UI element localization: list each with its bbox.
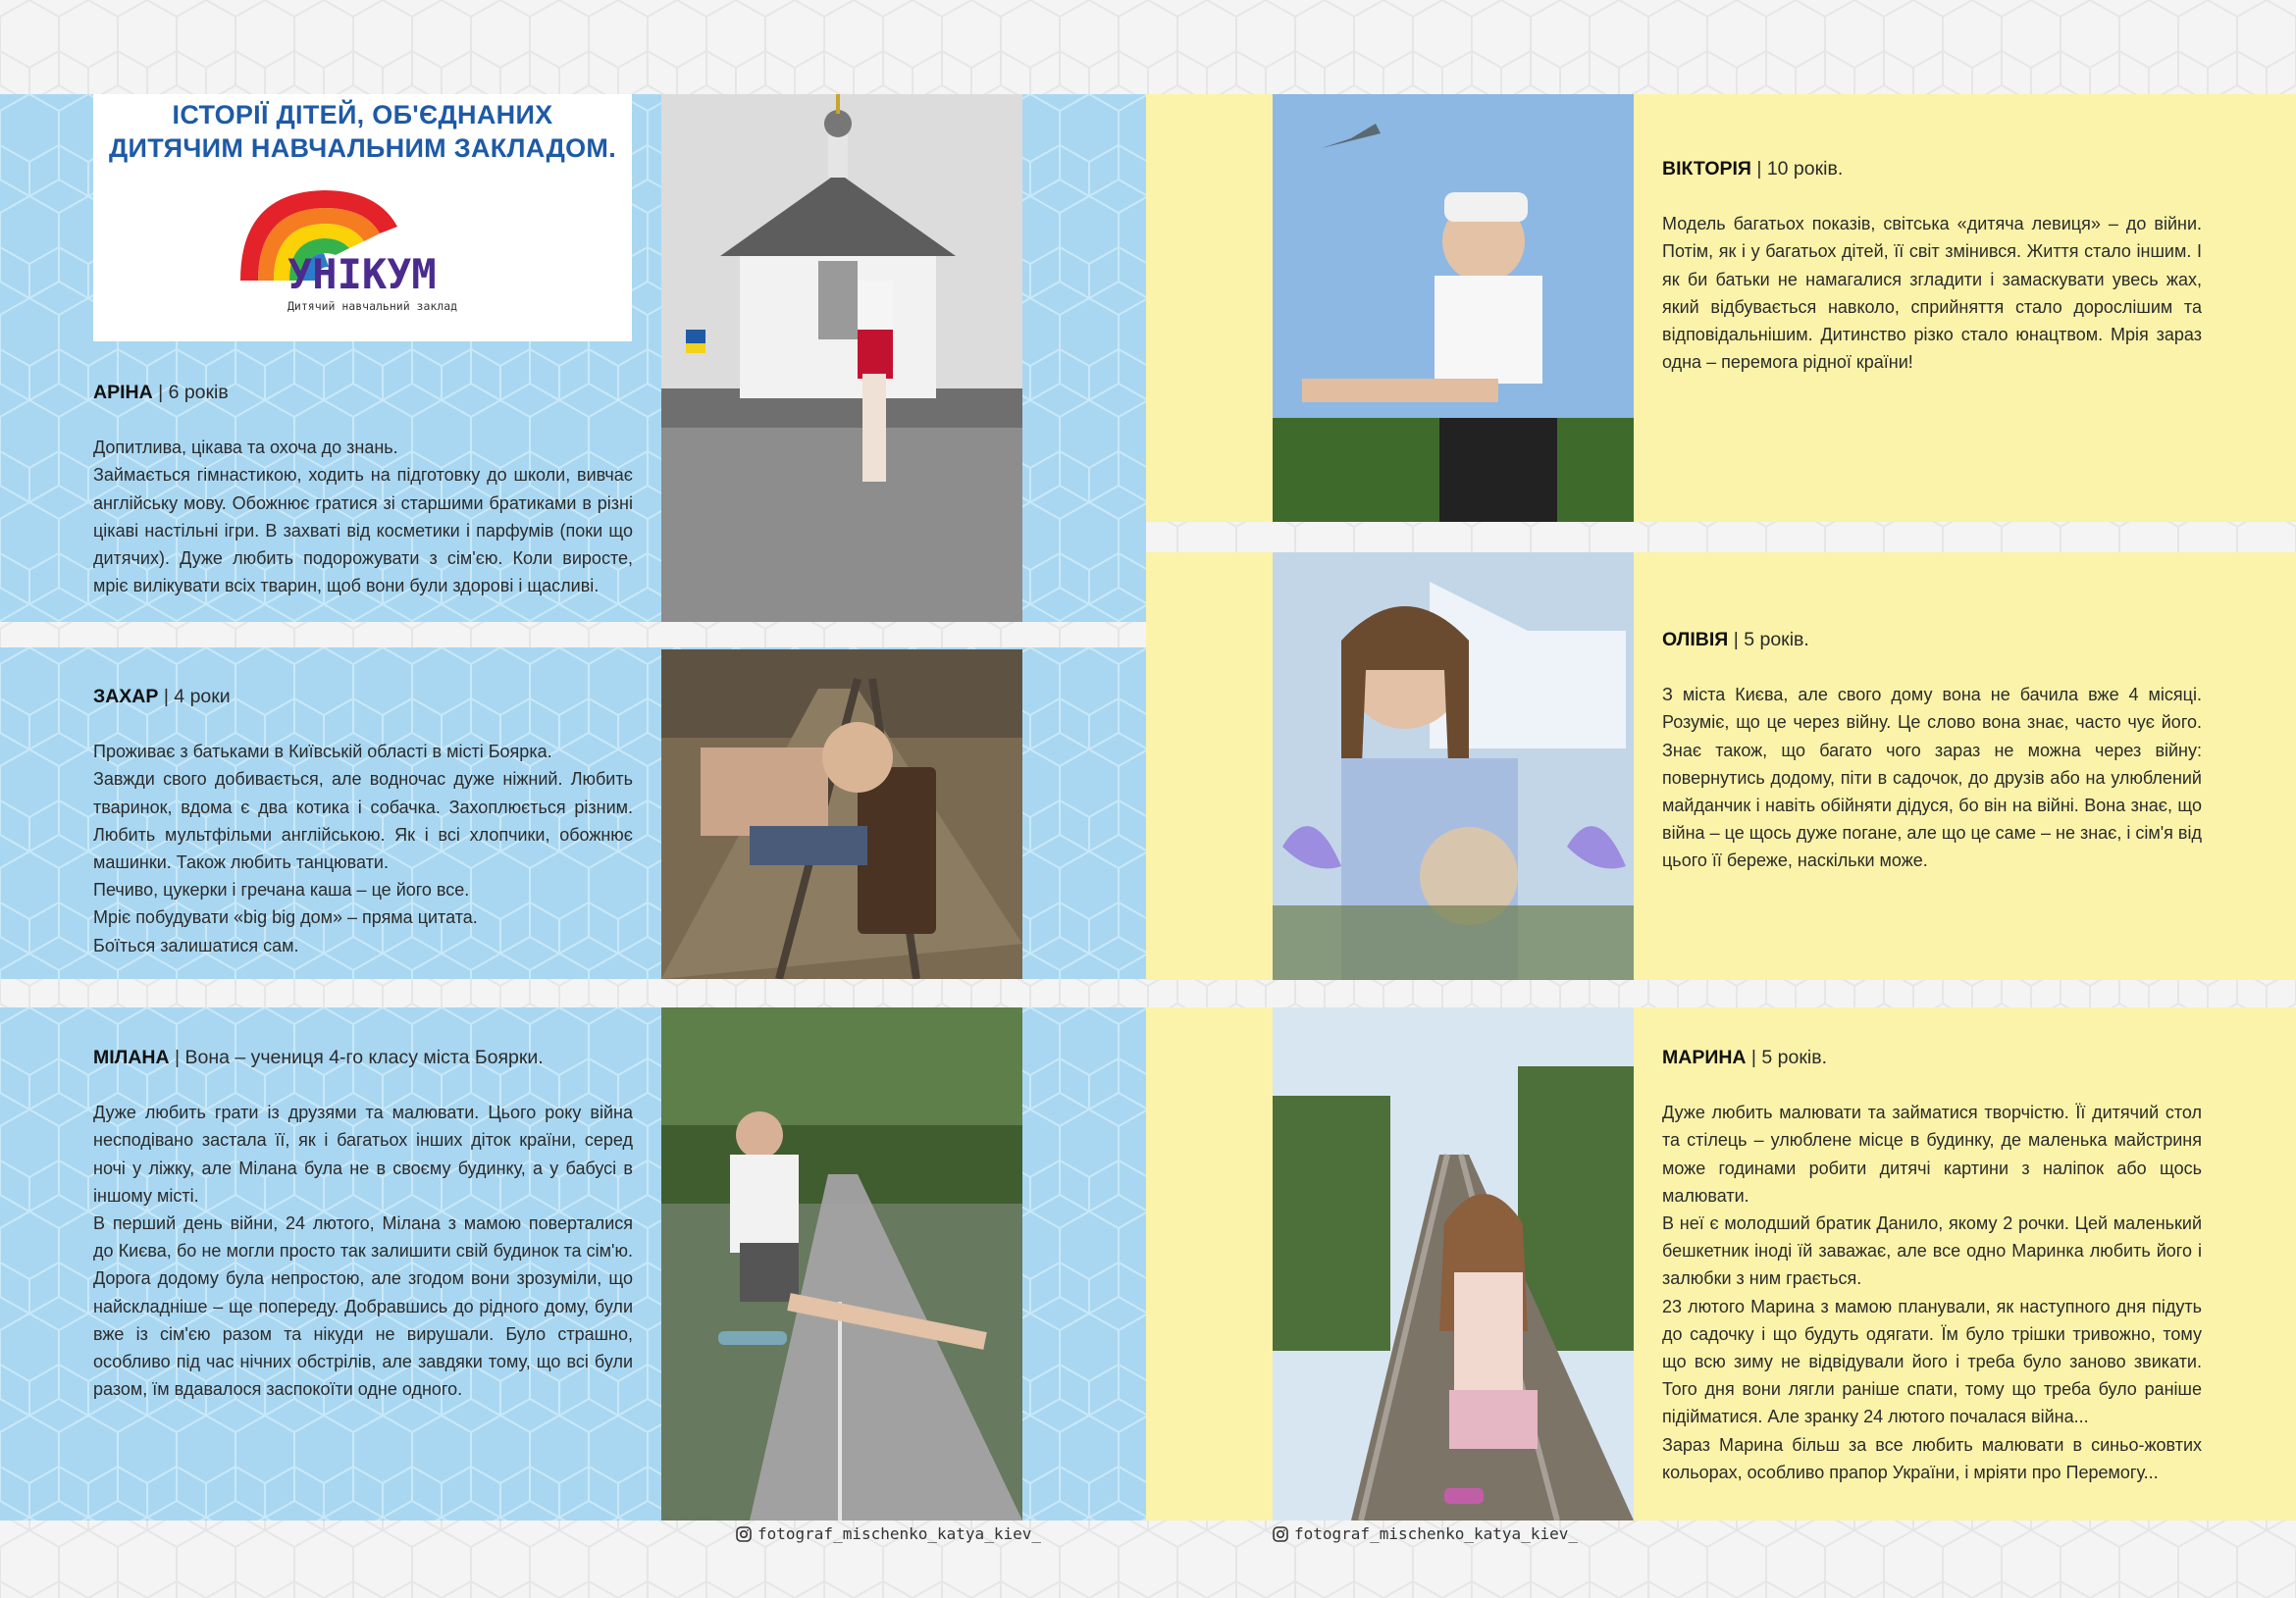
child-age: | 5 років.	[1728, 629, 1809, 650]
story-paragraph: Боїться залишатися сам.	[93, 935, 299, 955]
child-name: ОЛІВІЯ	[1662, 629, 1729, 650]
title-box	[93, 94, 632, 341]
photo-viktoria	[1273, 94, 1634, 522]
photo-zakhar	[661, 649, 1022, 979]
photo-credit-left	[736, 1524, 1041, 1543]
story-heading	[93, 1044, 633, 1071]
story-heading	[93, 379, 633, 406]
story-paragraph: 23 лютого Марина з мамою планували, як наступного дня підуть до садочку і що будуть одягати. Їм було трішки тривожно, тому що всю зиму не відвідували його і треба було заново звикати. Того дня вони лягли раніше спати, тому що треба було раніше підійматися. Але зранку 24 лютого почалася війна...	[1662, 1296, 2202, 1427]
story-zakhar	[93, 683, 633, 959]
story-paragraph: Допитлива, цікава та охоча до знань.	[93, 438, 398, 458]
story-paragraph: Проживає з батьками в Київській області в місті Боярка.	[93, 742, 552, 762]
story-paragraph: Модель багатьох показів, світська «дитяча левиця» – до війни. Потім, як і у багатьох дітей, її світ змінився. Життя стало іншим. І як би батьки не намагалися згладити і замаскувати увесь жах, який відбувається навколо, сприйняття стало дорослішим та відповідальнішим. Дитинство різко стало юнацтвом. Мрія зараз одна – перемога рідної країни!	[1662, 214, 2202, 373]
child-name: МАРИНА	[1662, 1047, 1747, 1068]
photo-olivia	[1273, 552, 1634, 980]
story-milana	[93, 1044, 633, 1403]
photo-arina	[661, 94, 1022, 622]
story-paragraph: В неї є молодший братик Данило, якому 2 рочки. Цей маленький бешкетник іноді їй заважає, але все одно Маринка любить його і залюбки з ним грається.	[1662, 1213, 2202, 1289]
story-paragraph: В перший день війни, 24 лютого, Мілана з мамою поверталися до Києва, бо не могли просто так залишити свій будинок та сім'ю. Дорога додому була непростою, але згодом вони зрозуміли, що найскладніше – ще попереду. Добравшись до рідного дому, були вже із сім'єю разом та нікуди не вирушали. Було страшно, особливо під час нічних обстрілів, але завдяки тому, що всі були разом, їм вдавалося заспокоїти одне одного.	[93, 1213, 633, 1400]
photo-credit-right	[1273, 1524, 1578, 1543]
instagram-icon	[1273, 1526, 1288, 1542]
child-age: | 6 років	[152, 382, 229, 403]
logo-subtitle: Дитячий навчальний заклад	[287, 299, 458, 313]
child-age: | Вона – учениця 4-го класу міста Боярки.	[169, 1047, 544, 1068]
instagram-icon	[736, 1526, 752, 1542]
story-heading	[1662, 626, 2202, 653]
child-age: | 5 років.	[1746, 1047, 1828, 1068]
story-heading	[1662, 155, 2202, 182]
child-name: ЗАХАР	[93, 686, 159, 707]
title-line-2: ДИТЯЧИМ НАВЧАЛЬНИМ ЗАКЛАДОМ.	[108, 133, 617, 163]
story-heading	[93, 683, 633, 710]
story-paragraph: Зараз Марина більш за все любить малювати в синьо-жовтих кольорах, особливо прапор України, і мріяти про Перемогу...	[1662, 1434, 2202, 1482]
title-line-1: ІСТОРІЇ ДІТЕЙ, ОБ'ЄДНАНИХ	[172, 100, 553, 129]
story-paragraph: Мріє побудувати «big big дом» – пряма цитата.	[93, 907, 478, 928]
story-paragraph: Займається гімнастикою, ходить на підготовку до школи, вивчає англійську мову. Обожнює гратися зі старшими братиками в різні цікаві настільні ігри. В захваті від косметики і парфумів (поки що дитячих). Дуже любить подорожувати з сім'єю. Коли виросте, мріє вилікувати всіх тварин, щоб вони були здорові і щасливі.	[93, 465, 633, 596]
child-age: | 4 роки	[158, 686, 231, 707]
child-name: МІЛАНА	[93, 1047, 170, 1068]
credit-text: fotograf_mischenko_katya_kiev_	[1294, 1524, 1578, 1543]
story-heading	[1662, 1044, 2202, 1071]
credit-text: fotograf_mischenko_katya_kiev_	[757, 1524, 1041, 1543]
photo-marina	[1273, 1007, 1634, 1521]
story-paragraph: З міста Києва, але свого дому вона не бачила вже 4 місяці. Розуміє, що це через війну. Це слово вона знає, часто чує його. Знає також, що багато чого зараз не можна через війну: повернутись додому, піти в садочок, до друзів або на улюблений майданчик і навіть обійняти дідуся, бо він на війні. Вона знає, що війна – це щось дуже погане, але що це саме – не знає, і сім'я від цього її береже, наскільки може.	[1662, 685, 2202, 871]
child-name: АРІНА	[93, 382, 153, 403]
logo-name: УНІКУМ	[287, 250, 437, 298]
child-name: ВІКТОРІЯ	[1662, 158, 1751, 180]
story-paragraph: Дуже любить малювати та займатися творчістю. Її дитячий стол та стілець – улюблене місце в будинку, де маленька майстриня може годинами робити дитячі картини з наліпок або щось малювати.	[1662, 1103, 2202, 1206]
child-age: | 10 років.	[1750, 158, 1844, 180]
rainbow-logo-icon	[231, 173, 496, 320]
story-viktoria	[1662, 155, 2202, 376]
story-paragraph: Печиво, цукерки і гречана каша – це його все.	[93, 880, 470, 901]
story-olivia	[1662, 626, 2202, 875]
story-paragraph: Завжди свого добивається, але водночас дуже ніжний. Любить тваринок, вдома є два котика і собачка. Захоплюється різним. Любить мультфільми англійською. Як і всі хлопчики, обожнює машинки. Також любить танцювати.	[93, 769, 633, 873]
story-paragraph: Дуже любить грати із друзями та малювати. Цього року війна несподівано застала її, як і багатьох інших діток країни, серед ночі у ліжку, але Мілана була не в своєму будинку, а у бабусі в іншому місті.	[93, 1103, 633, 1206]
story-marina	[1662, 1044, 2202, 1486]
page-title	[93, 98, 632, 165]
photo-milana	[661, 1007, 1022, 1521]
story-arina	[93, 379, 633, 599]
